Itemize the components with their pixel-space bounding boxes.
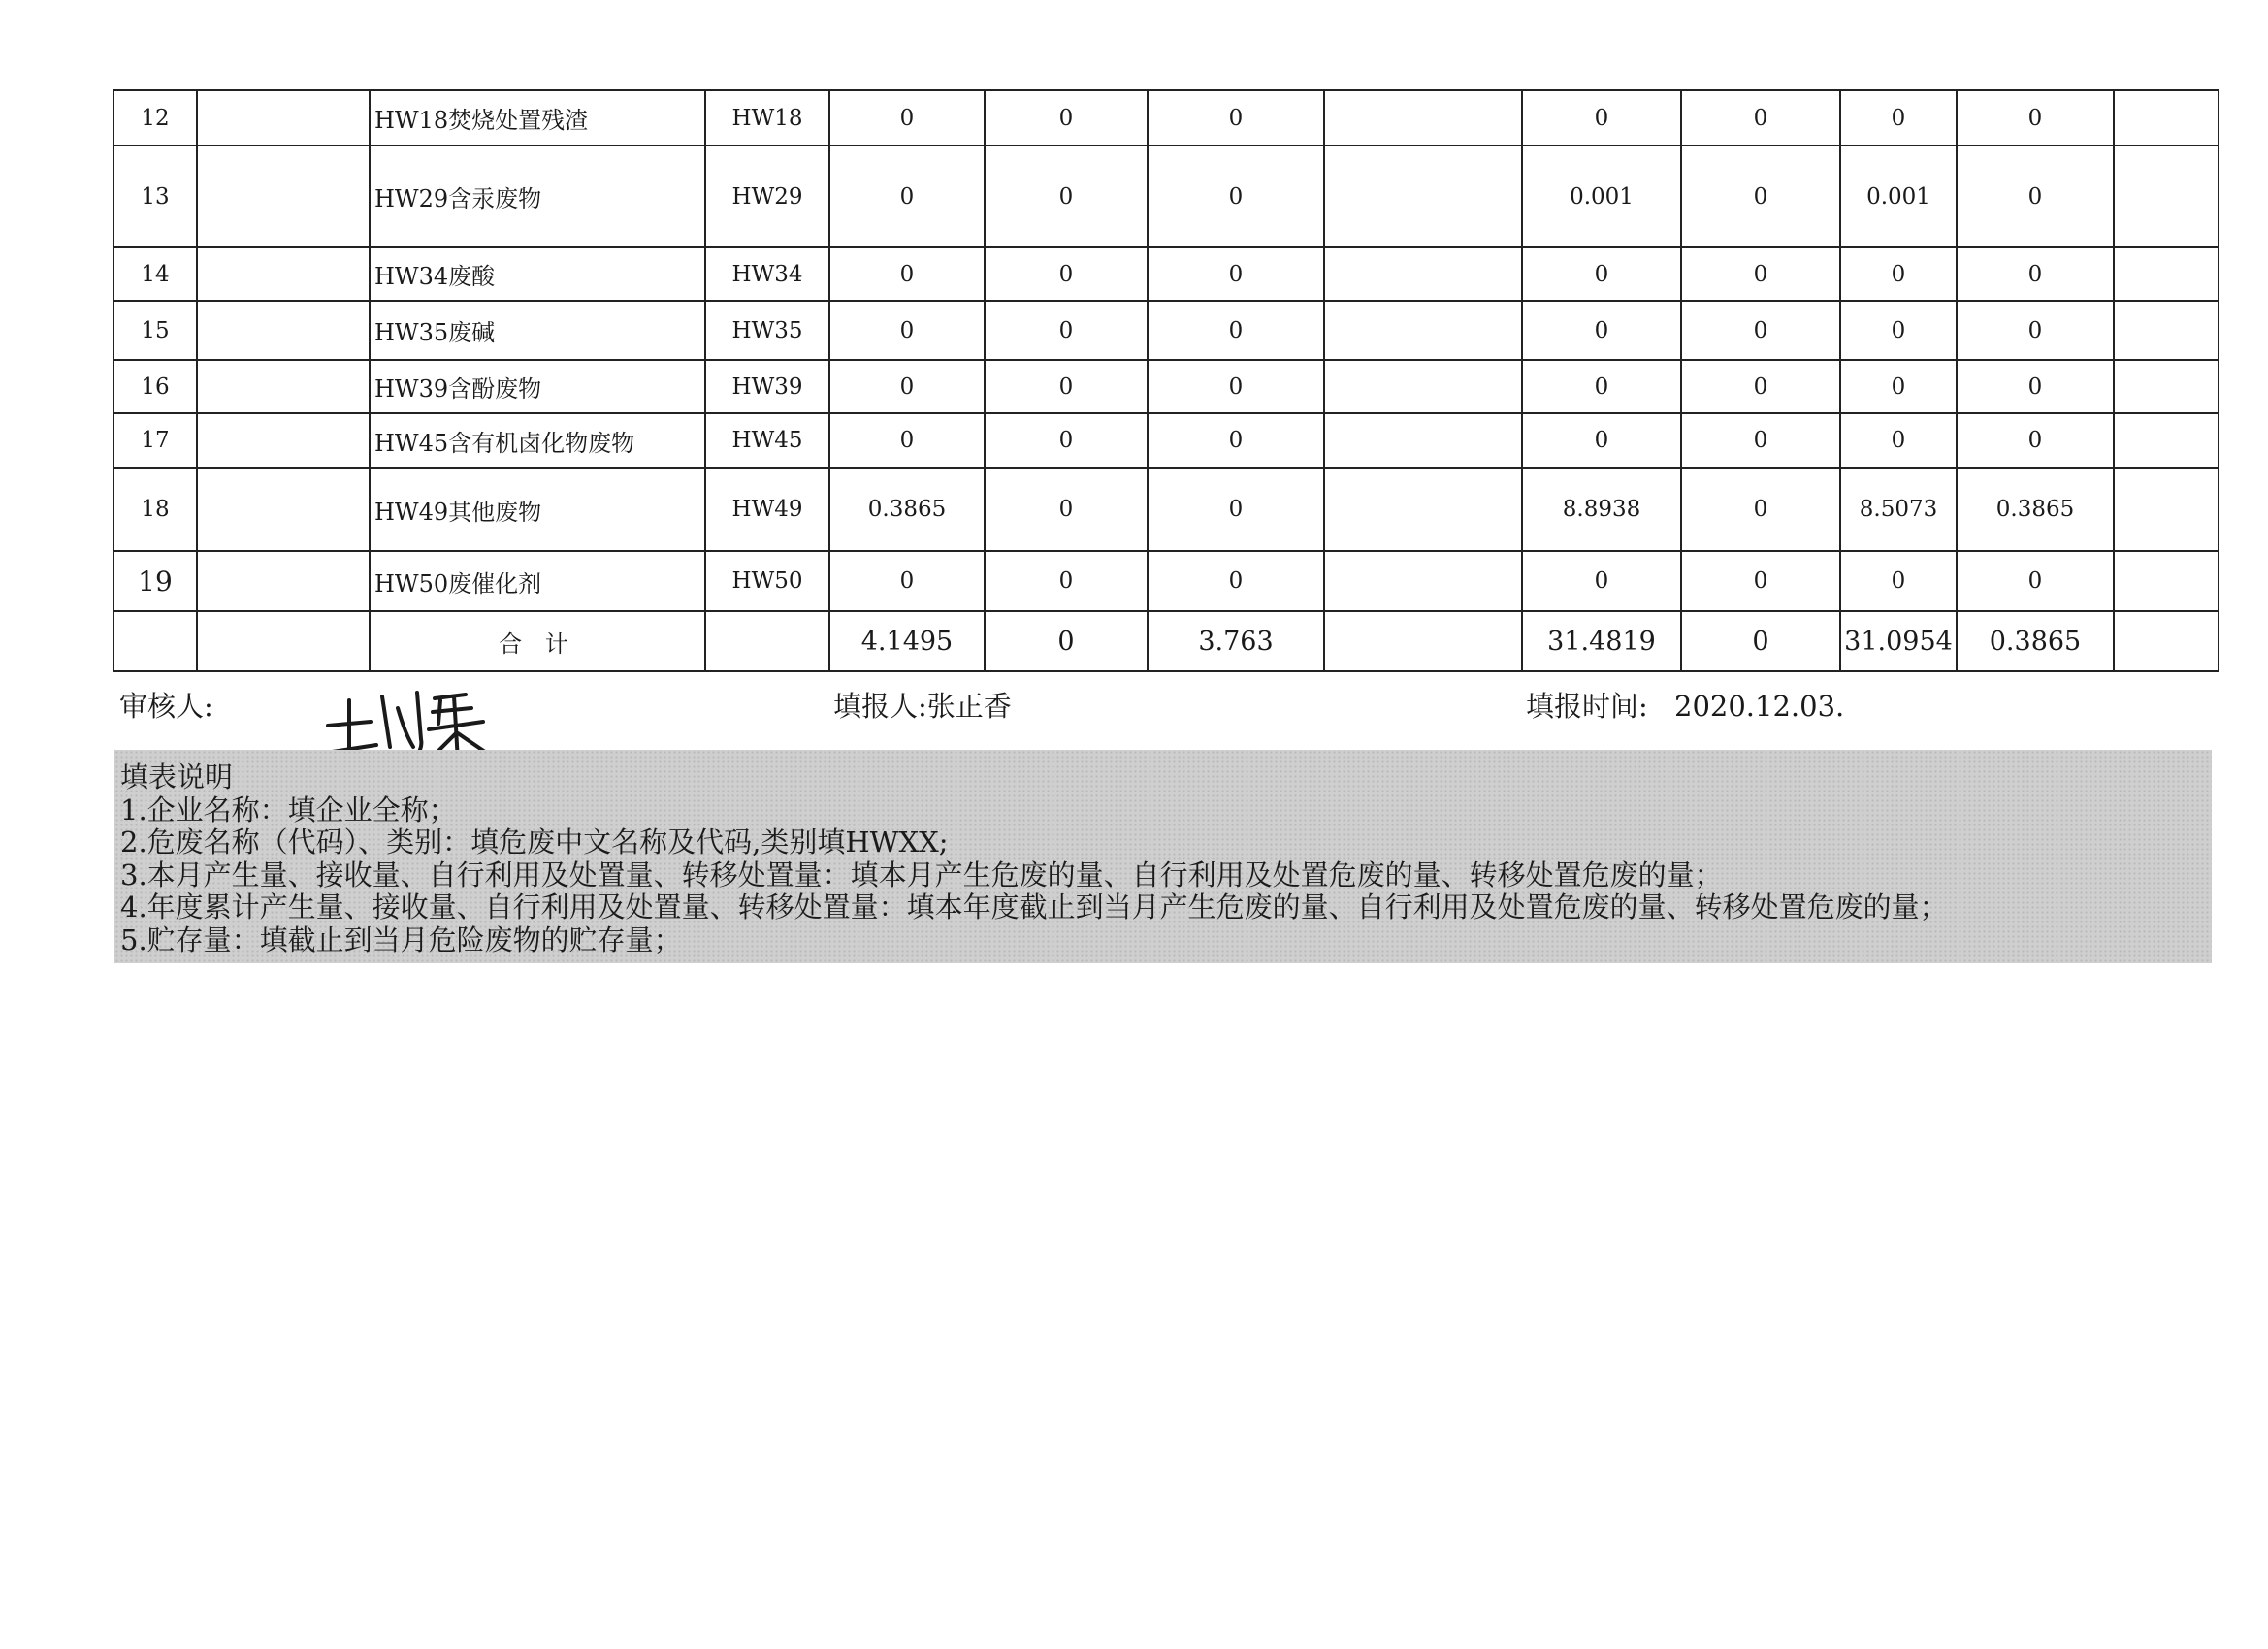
- date-block: [1526, 685, 1844, 725]
- value-cell: 0.3865: [1957, 468, 2114, 551]
- category-cell: [197, 360, 370, 413]
- value-cell: [1324, 551, 1522, 611]
- value-cell: 0: [1681, 413, 1840, 468]
- value-cell: 0: [1840, 413, 1957, 468]
- row-index: 15: [113, 301, 197, 360]
- value-cell: 0: [1840, 360, 1957, 413]
- category-cell: [197, 413, 370, 468]
- total-value: [1324, 611, 1522, 671]
- total-value: 31.0954: [1840, 611, 1957, 671]
- filler-block: [833, 685, 1012, 725]
- category-cell: [197, 551, 370, 611]
- value-cell: [2114, 360, 2219, 413]
- total-index-cell: [113, 611, 197, 671]
- value-cell: 0: [1681, 90, 1840, 146]
- value-cell: 0: [1957, 301, 2114, 360]
- total-row: [113, 611, 2219, 671]
- value-cell: 0: [829, 551, 985, 611]
- waste-name: HW45含有机卤化物废物: [370, 413, 705, 468]
- filler-name: 张正香: [926, 690, 1012, 723]
- value-cell: 0: [1681, 551, 1840, 611]
- value-cell: 0: [829, 90, 985, 146]
- total-value: 4.1495: [829, 611, 985, 671]
- value-cell: 0: [829, 247, 985, 301]
- category-cell: [197, 146, 370, 247]
- filler-label: 填报人:: [833, 690, 927, 723]
- value-cell: [1324, 468, 1522, 551]
- total-value: 31.4819: [1522, 611, 1681, 671]
- category-cell: [197, 90, 370, 146]
- value-cell: 0: [1148, 468, 1324, 551]
- value-cell: 0: [1681, 146, 1840, 247]
- value-cell: [2114, 413, 2219, 468]
- value-cell: 0: [1522, 551, 1681, 611]
- value-cell: 0: [1522, 360, 1681, 413]
- date-value: 2020.12.03.: [1674, 690, 1845, 723]
- row-index: 17: [113, 413, 197, 468]
- instruction-item: 4.年度累计产生量、接收量、自行利用及处置量、转移处置量：填本年度截止到当月产生危废的量、自行利用及处置危废的量、转移处置危废的量；: [120, 890, 1948, 923]
- total-label: 合 计: [370, 611, 705, 671]
- value-cell: 0: [1681, 468, 1840, 551]
- waste-code: HW35: [705, 301, 829, 360]
- value-cell: 0: [1148, 301, 1324, 360]
- reviewer-label: 审核人:: [119, 690, 213, 723]
- hazardous-waste-table: [113, 89, 2219, 672]
- value-cell: [2114, 247, 2219, 301]
- value-cell: 0: [829, 146, 985, 247]
- value-cell: 0.001: [1522, 146, 1681, 247]
- row-index: 19: [113, 551, 197, 611]
- total-value: 0: [985, 611, 1148, 671]
- waste-name: HW34废酸: [370, 247, 705, 301]
- table-row: [113, 360, 2219, 413]
- table-row: [113, 468, 2219, 551]
- value-cell: 8.8938: [1522, 468, 1681, 551]
- value-cell: 0: [1957, 413, 2114, 468]
- value-cell: 0: [1148, 90, 1324, 146]
- value-cell: [2114, 301, 2219, 360]
- value-cell: [1324, 247, 1522, 301]
- category-cell: [197, 301, 370, 360]
- value-cell: [1324, 90, 1522, 146]
- date-label: 填报时间:: [1526, 690, 1648, 723]
- waste-code: HW18: [705, 90, 829, 146]
- value-cell: 0: [1957, 360, 2114, 413]
- value-cell: 0: [985, 360, 1148, 413]
- value-cell: [1324, 301, 1522, 360]
- total-value: [2114, 611, 2219, 671]
- row-index: 12: [113, 90, 197, 146]
- waste-name: HW18焚烧处置残渣: [370, 90, 705, 146]
- instruction-item: 1.企业名称：填企业全称；: [120, 792, 457, 826]
- value-cell: 0: [1840, 551, 1957, 611]
- value-cell: [2114, 146, 2219, 247]
- waste-code: HW49: [705, 468, 829, 551]
- total-value: 0: [1681, 611, 1840, 671]
- waste-name: HW49其他废物: [370, 468, 705, 551]
- waste-name: HW29含汞废物: [370, 146, 705, 247]
- value-cell: 0: [1148, 360, 1324, 413]
- row-index: 13: [113, 146, 197, 247]
- row-index: 16: [113, 360, 197, 413]
- instruction-item: 5.贮存量：填截止到当月危险废物的贮存量；: [120, 922, 682, 956]
- value-cell: 0: [829, 413, 985, 468]
- value-cell: [1324, 146, 1522, 247]
- value-cell: 0: [1522, 413, 1681, 468]
- instructions-box: [114, 750, 2212, 963]
- waste-code: HW50: [705, 551, 829, 611]
- value-cell: 0: [1840, 301, 1957, 360]
- value-cell: 0.3865: [829, 468, 985, 551]
- value-cell: [1324, 360, 1522, 413]
- instruction-item: 2.危废名称（代码）、类别：填危废中文名称及代码,类别填HWXX;: [120, 825, 949, 858]
- value-cell: 0.001: [1840, 146, 1957, 247]
- value-cell: [2114, 90, 2219, 146]
- value-cell: 8.5073: [1840, 468, 1957, 551]
- value-cell: [2114, 468, 2219, 551]
- row-index: 14: [113, 247, 197, 301]
- value-cell: 0: [985, 301, 1148, 360]
- value-cell: 0: [985, 247, 1148, 301]
- waste-code: HW34: [705, 247, 829, 301]
- table-row: [113, 551, 2219, 611]
- value-cell: 0: [1840, 247, 1957, 301]
- waste-name: HW50废催化剂: [370, 551, 705, 611]
- instruction-item: 3.本月产生量、接收量、自行利用及处置量、转移处置量：填本月产生危废的量、自行利用及处置危废的量、转移处置危废的量；: [120, 857, 1723, 891]
- total-category-cell: [197, 611, 370, 671]
- waste-code: HW39: [705, 360, 829, 413]
- value-cell: 0: [985, 146, 1148, 247]
- value-cell: 0: [1522, 301, 1681, 360]
- value-cell: 0: [985, 468, 1148, 551]
- value-cell: 0: [1957, 90, 2114, 146]
- waste-name: HW35废碱: [370, 301, 705, 360]
- value-cell: [2114, 551, 2219, 611]
- instructions-title: 填表说明: [120, 760, 234, 793]
- total-value: 0.3865: [1957, 611, 2114, 671]
- value-cell: 0: [985, 551, 1148, 611]
- waste-code: HW29: [705, 146, 829, 247]
- category-cell: [197, 247, 370, 301]
- value-cell: 0: [985, 413, 1148, 468]
- value-cell: 0: [829, 301, 985, 360]
- waste-code: HW45: [705, 413, 829, 468]
- value-cell: 0: [1148, 413, 1324, 468]
- value-cell: 0: [985, 90, 1148, 146]
- value-cell: 0: [1957, 146, 2114, 247]
- table-row: [113, 90, 2219, 146]
- table-row: [113, 247, 2219, 301]
- table-row: [113, 146, 2219, 247]
- value-cell: [1324, 413, 1522, 468]
- category-cell: [197, 468, 370, 551]
- value-cell: 0: [1522, 90, 1681, 146]
- value-cell: 0: [1148, 247, 1324, 301]
- value-cell: 0: [1148, 551, 1324, 611]
- value-cell: 0: [1681, 301, 1840, 360]
- table-row: [113, 301, 2219, 360]
- value-cell: 0: [1840, 90, 1957, 146]
- value-cell: 0: [1522, 247, 1681, 301]
- total-code-cell: [705, 611, 829, 671]
- table-row: [113, 413, 2219, 468]
- value-cell: 0: [829, 360, 985, 413]
- value-cell: 0: [1681, 360, 1840, 413]
- value-cell: 0: [1957, 247, 2114, 301]
- value-cell: 0: [1957, 551, 2114, 611]
- value-cell: 0: [1681, 247, 1840, 301]
- waste-name: HW39含酚废物: [370, 360, 705, 413]
- value-cell: 0: [1148, 146, 1324, 247]
- total-value: 3.763: [1148, 611, 1324, 671]
- row-index: 18: [113, 468, 197, 551]
